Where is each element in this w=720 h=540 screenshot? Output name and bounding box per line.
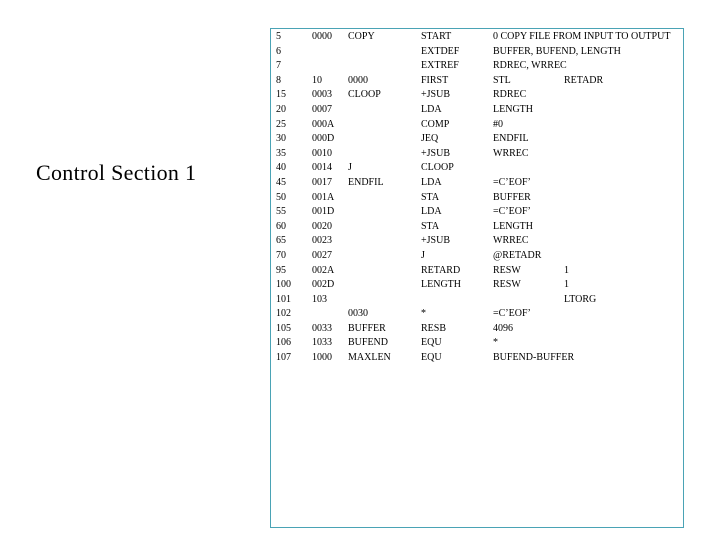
line-number: 55 <box>276 206 286 218</box>
location-cell: 001D <box>312 206 335 218</box>
opcode-cell: STA <box>421 191 440 203</box>
listing-row <box>276 191 684 206</box>
line-number: 20 <box>276 103 286 115</box>
listing-row <box>276 205 684 220</box>
location-cell: 002D <box>312 279 335 291</box>
location-cell: 0014 <box>312 162 332 174</box>
location-cell: 000D <box>312 133 335 145</box>
location-cell: 0017 <box>312 176 332 188</box>
location-cell: 1033 <box>312 337 332 349</box>
opcode-cell: * <box>421 308 426 320</box>
line-number: 30 <box>276 133 286 145</box>
operand-cell: LENGTH <box>493 220 533 232</box>
listing-row <box>276 147 684 162</box>
line-number: 101 <box>276 293 291 305</box>
listing-row <box>276 59 684 74</box>
location-cell: 0023 <box>312 235 332 247</box>
opcode-cell: EQU <box>421 337 442 349</box>
line-number: 95 <box>276 264 286 276</box>
operand-cell: BUFEND-BUFFER <box>493 352 575 364</box>
line-number: 102 <box>276 308 291 320</box>
operand-cell: #0 <box>493 118 503 130</box>
opcode-cell: LDA <box>421 103 442 115</box>
label-cell: BUFFER <box>348 322 386 334</box>
listing-row <box>276 220 684 235</box>
listing-row <box>276 74 684 89</box>
extra-cell: 1 <box>564 264 569 276</box>
opcode-cell: LDA <box>421 176 442 188</box>
opcode-cell: LENGTH <box>421 279 461 291</box>
listing-row <box>276 293 684 308</box>
label-cell: COPY <box>348 31 375 42</box>
label-cell: 0000 <box>348 74 368 86</box>
opcode-cell: STA <box>421 220 440 232</box>
label-cell: CLOOP <box>348 89 381 101</box>
location-cell: 002A <box>312 264 335 276</box>
operand-cell: ENDFIL <box>493 133 529 145</box>
opcode-cell: J <box>421 249 425 261</box>
operand-cell: 4096 <box>493 322 513 334</box>
opcode-cell: EXTREF <box>421 60 459 72</box>
operand-cell: RDREC <box>493 89 527 101</box>
opcode-cell: FIRST <box>421 74 449 86</box>
listing-row <box>276 161 684 176</box>
operand-cell: LENGTH <box>493 103 533 115</box>
line-number: 70 <box>276 249 286 261</box>
listing-row <box>276 45 684 60</box>
opcode-cell: RETARD <box>421 264 461 276</box>
opcode-cell: CLOOP <box>421 162 454 174</box>
operand-cell: RESW <box>493 264 521 276</box>
opcode-cell: COMP <box>421 118 450 130</box>
listing-row <box>276 103 684 118</box>
operand-cell: =C’EOF’ <box>493 206 531 218</box>
label-cell: BUFEND <box>348 337 389 349</box>
location-cell: 0003 <box>312 89 332 101</box>
label-cell: 0030 <box>348 308 368 320</box>
operand-cell: BUFFER, BUFEND, LENGTH <box>493 45 621 57</box>
location-cell: 0020 <box>312 220 332 232</box>
opcode-cell: JEQ <box>421 133 439 145</box>
listing-row <box>276 234 684 249</box>
location-cell: 0027 <box>312 249 332 261</box>
extra-cell: RETADR <box>564 74 604 86</box>
listing-row <box>276 249 684 264</box>
opcode-cell: +JSUB <box>421 89 450 101</box>
listing-row <box>276 307 684 322</box>
line-number: 15 <box>276 89 286 101</box>
operand-cell: 0 COPY FILE FROM INPUT TO OUTPUT <box>493 31 671 42</box>
opcode-cell: EQU <box>421 352 442 364</box>
line-number: 25 <box>276 118 286 130</box>
line-number: 60 <box>276 220 286 232</box>
location-cell: 001A <box>312 191 335 203</box>
listing-row <box>276 118 684 133</box>
line-number: 50 <box>276 191 286 203</box>
listing-row <box>276 30 684 45</box>
location-cell: 0000 <box>312 31 332 42</box>
line-number: 45 <box>276 176 286 188</box>
location-cell: 000A <box>312 118 335 130</box>
line-number: 40 <box>276 162 286 174</box>
line-number: 105 <box>276 322 291 334</box>
line-number: 106 <box>276 337 291 349</box>
location-cell: 0033 <box>312 322 332 334</box>
opcode-cell: EXTDEF <box>421 45 460 57</box>
listing-row <box>276 264 684 279</box>
label-cell: MAXLEN <box>348 352 391 364</box>
listing-row <box>276 278 684 293</box>
opcode-cell: +JSUB <box>421 147 450 159</box>
location-cell: 103 <box>312 293 327 305</box>
label-cell: J <box>348 162 352 174</box>
operand-cell: WRREC <box>493 147 529 159</box>
listing-row <box>276 88 684 103</box>
line-number: 8 <box>276 74 281 86</box>
listing-row <box>276 176 684 191</box>
opcode-cell: +JSUB <box>421 235 450 247</box>
operand-cell: STL <box>493 74 511 86</box>
location-cell: 0007 <box>312 103 332 115</box>
extra-cell: LTORG <box>564 293 597 305</box>
program-listing <box>276 30 684 366</box>
operand-cell: =C’EOF’ <box>493 176 531 188</box>
opcode-cell: RESB <box>421 322 447 334</box>
location-cell: 0010 <box>312 147 332 159</box>
section-label: Control Section 1 <box>36 160 197 185</box>
listing-row <box>276 351 684 366</box>
operand-cell: WRREC <box>493 235 529 247</box>
line-number: 35 <box>276 147 286 159</box>
listing-row <box>276 336 684 351</box>
line-number: 100 <box>276 279 291 291</box>
extra-cell: 1 <box>564 279 569 291</box>
line-number: 7 <box>276 60 281 72</box>
location-cell: 1000 <box>312 352 332 364</box>
location-cell: 10 <box>312 74 322 86</box>
operand-cell: RESW <box>493 279 521 291</box>
listing-row <box>276 132 684 147</box>
label-cell: ENDFIL <box>348 176 384 188</box>
line-number: 65 <box>276 235 286 247</box>
operand-cell: @RETADR <box>493 249 542 261</box>
operand-cell: RDREC, WRREC <box>493 60 567 72</box>
line-number: 107 <box>276 352 291 364</box>
operand-cell: * <box>493 337 498 349</box>
line-number: 6 <box>276 45 281 57</box>
operand-cell: =C’EOF’ <box>493 308 531 320</box>
opcode-cell: LDA <box>421 206 442 218</box>
listing-row <box>276 322 684 337</box>
opcode-cell: START <box>421 31 452 42</box>
line-number: 5 <box>276 31 281 42</box>
operand-cell: BUFFER <box>493 191 531 203</box>
